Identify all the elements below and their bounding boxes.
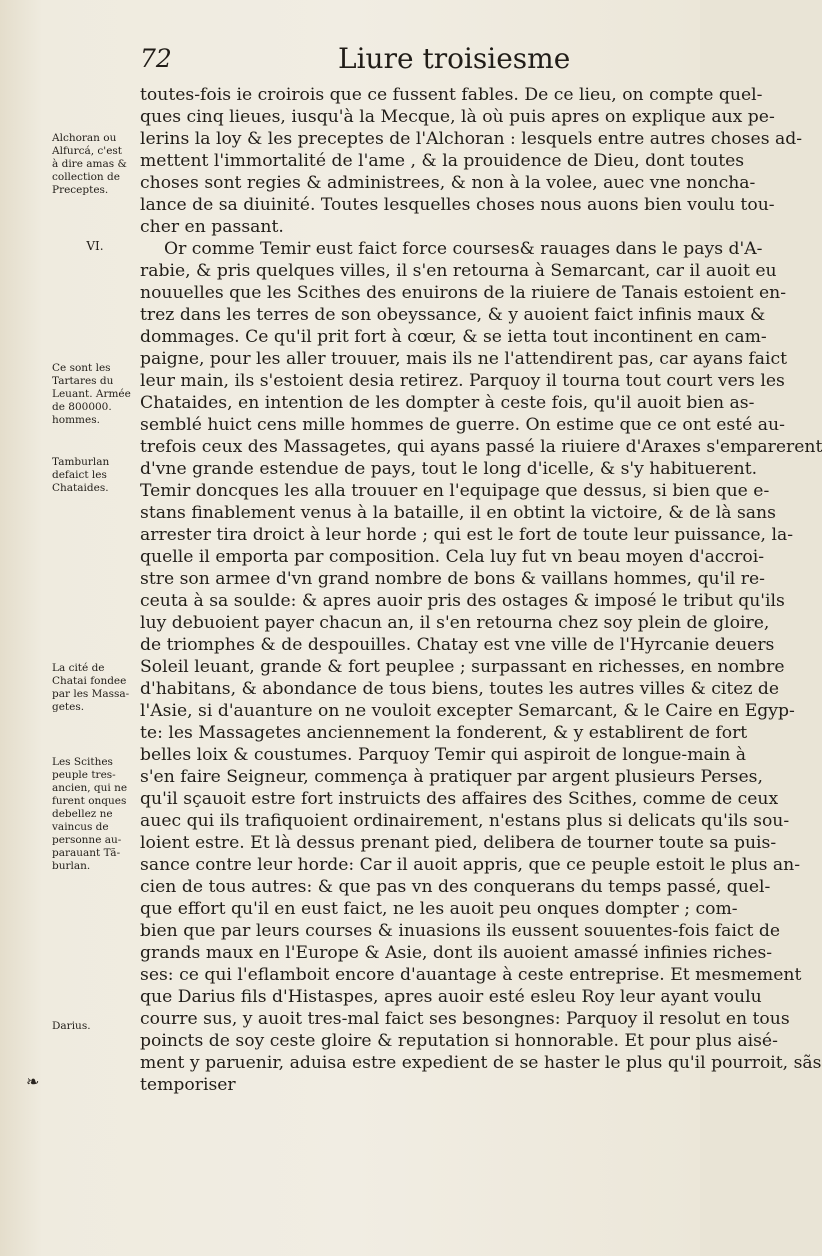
text-line: te: les Massagetes anciennement la fonderent, & y establirent de fort	[140, 723, 748, 743]
margin-note-cite: La cité de Chatai fondee par les Massa- getes.	[52, 662, 130, 713]
text-line: que Darius fils d'Histaspes, apres auoir esté esleu Roy leur ayant voulu	[140, 987, 762, 1007]
text-line: Chataides, en intention de les dompter à ceste fois, qu'il auoit bien as-	[140, 393, 755, 413]
text-line: de triomphes & de despouilles. Chatay est vne ville de l'Hyrcanie deuers	[140, 635, 775, 655]
text-line: Soleil leuant, grande & fort peuplee ; surpassant en richesses, en nombre	[140, 657, 785, 677]
text-line: lerins la loy & les preceptes de l'Alchoran : lesquels entre autres choses ad-	[140, 129, 803, 149]
text-line: d'habitans, & abondance de tous biens, toutes les autres villes & citez de	[140, 679, 780, 699]
running-title: Liure troisiesme	[338, 42, 571, 75]
text-line: ques cinq lieues, iusqu'à la Mecque, là où puis apres on explique aux pe-	[140, 107, 775, 127]
text-line: luy debuoient payer chacun an, il s'en retourna chez soy plein de gloire,	[140, 613, 770, 633]
text-line: l'Asie, si d'auanture on ne vouloit excepter Semarcant, & le Caire en Egyp-	[140, 701, 795, 721]
section-number: VI.	[86, 239, 104, 253]
text-line: poincts de soy ceste gloire & reputation si honnorable. Et pour plus aisé-	[140, 1031, 778, 1051]
text-line: choses sont regies & administrees, & non à la volee, auec vne noncha-	[140, 173, 756, 193]
text-line: trefois ceux des Massagetes, qui ayans passé la riuiere d'Araxes s'emparerent	[140, 437, 822, 457]
margin-note-tamburlan: Tamburlan defaict les Chataides.	[52, 456, 110, 494]
text-line: quelle il emporta par composition. Cela luy fut vn beau moyen d'accroi-	[140, 547, 765, 567]
text-line: s'en faire Seigneur, commença à pratiquer par argent plusieurs Perses,	[140, 767, 763, 787]
text-line: toutes-fois ie croirois que ce fussent fables. De ce lieu, on compte quel-	[140, 85, 763, 105]
text-line: cher en passant.	[140, 217, 284, 237]
text-line: lance de sa diuinité. Toutes lesquelles choses nous auons bien voulu tou-	[140, 195, 775, 215]
margin-note-alchoran: Alchoran ou Alfurcá, c'est à dire amas & collection de Preceptes.	[52, 132, 127, 196]
text-line: d'vne grande estendue de pays, tout le long d'icelle, & s'y habituerent.	[140, 459, 758, 479]
text-line: ceuta à sa soulde: & apres auoir pris des ostages & imposé le tribut qu'ils	[140, 591, 785, 611]
text-line: semblé huict cens mille hommes de guerre. On estime que ce ont esté au-	[140, 415, 785, 435]
text-line: belles loix & coustumes. Parquoy Temir qui aspiroit de longue-main à	[140, 745, 747, 765]
margin-note-tartares: Ce sont les Tartares du Leuant. Armée de 800000. hommes.	[52, 362, 131, 426]
text-line: ses: ce qui l'eflamboit encore d'auantage à ceste entreprise. Et mesmement	[140, 965, 802, 985]
text-line: grands maux en l'Europe & Asie, dont ils auoient amassé infinies riches-	[140, 943, 773, 963]
catchword	[140, 1096, 668, 1118]
paragraph-start-line: Or comme Temir eust faict force courses& rauages dans le pays d'A-	[164, 239, 763, 259]
text-line: bien que par leurs courses & inuasions ils eussent souuentes-fois faict de	[140, 921, 781, 941]
text-line: stans finablement venus à la bataille, il en obtint la victoire, & de là sans	[140, 503, 776, 523]
text-line: stre son armee d'vn grand nombre de bons & vaillans hommes, qu'il re-	[140, 569, 765, 589]
text-line: loient estre. Et là dessus prenant pied, delibera de tourner toute sa puis-	[140, 833, 777, 853]
text-line: cien de tous autres: & que pas vn des conquerans du temps passé, quel-	[140, 877, 771, 897]
text-line: dommages. Ce qu'il prit fort à cœur, & se ietta tout incontinent en cam-	[140, 327, 767, 347]
text-line: mettent l'immortalité de l'ame , & la prouidence de Dieu, dont toutes	[140, 151, 745, 171]
text-line: que effort qu'il en eust faict, ne les auoit peu onques dompter ; com-	[140, 899, 738, 919]
margin-note-scithes: Les Scithes peuple tres- ancien, qui ne furent onques debellez ne vaincus de personne au- parauant Tã- burlan.	[52, 756, 128, 872]
text-line: courre sus, y auoit tres-mal faict ses besongnes: Parquoy il resolut en tous	[140, 1009, 790, 1029]
page-number: 72	[140, 44, 172, 73]
text-line: paigne, pour les aller trouuer, mais ils ne l'attendirent pas, car ayans faict	[140, 349, 787, 369]
text-line: auec qui ils trafiquoient ordinairement, n'estans plus si delicats qu'ils sou-	[140, 811, 790, 831]
text-line: ment y paruenir, aduisa estre expedient de se haster le plus qu'il pourroit, sãs	[140, 1053, 822, 1073]
margin-note-darius: Darius.	[52, 1020, 91, 1032]
text-line: arrester tira droict à leur horde ; qui est le fort de toute leur puissance, la-	[140, 525, 794, 545]
text-line: qu'il sçauoit estre fort instruicts des affaires des Scithes, comme de ceux	[140, 789, 779, 809]
text-line: rabie, & pris quelques villes, il s'en retourna à Semarcant, car il auoit eu	[140, 261, 777, 281]
ink-flourish-icon: ❧	[26, 1072, 40, 1091]
main-text-block	[140, 84, 822, 1118]
text-line: trez dans les terres de son obeyssance, & y auoient faict infinis maux &	[140, 305, 766, 325]
text-line: sance contre leur horde: Car il auoit appris, que ce peuple estoit le plus an-	[140, 855, 801, 875]
text-line: Temir doncques les alla trouuer en l'equipage que dessus, si bien que e-	[140, 481, 770, 501]
text-line: nouuelles que les Scithes des enuirons de la riuiere de Tanais estoient en-	[140, 283, 787, 303]
text-line: leur main, ils s'estoient desia retirez. Parquoy il tourna tout court vers les	[140, 371, 785, 391]
text-line: temporiser	[140, 1075, 236, 1095]
